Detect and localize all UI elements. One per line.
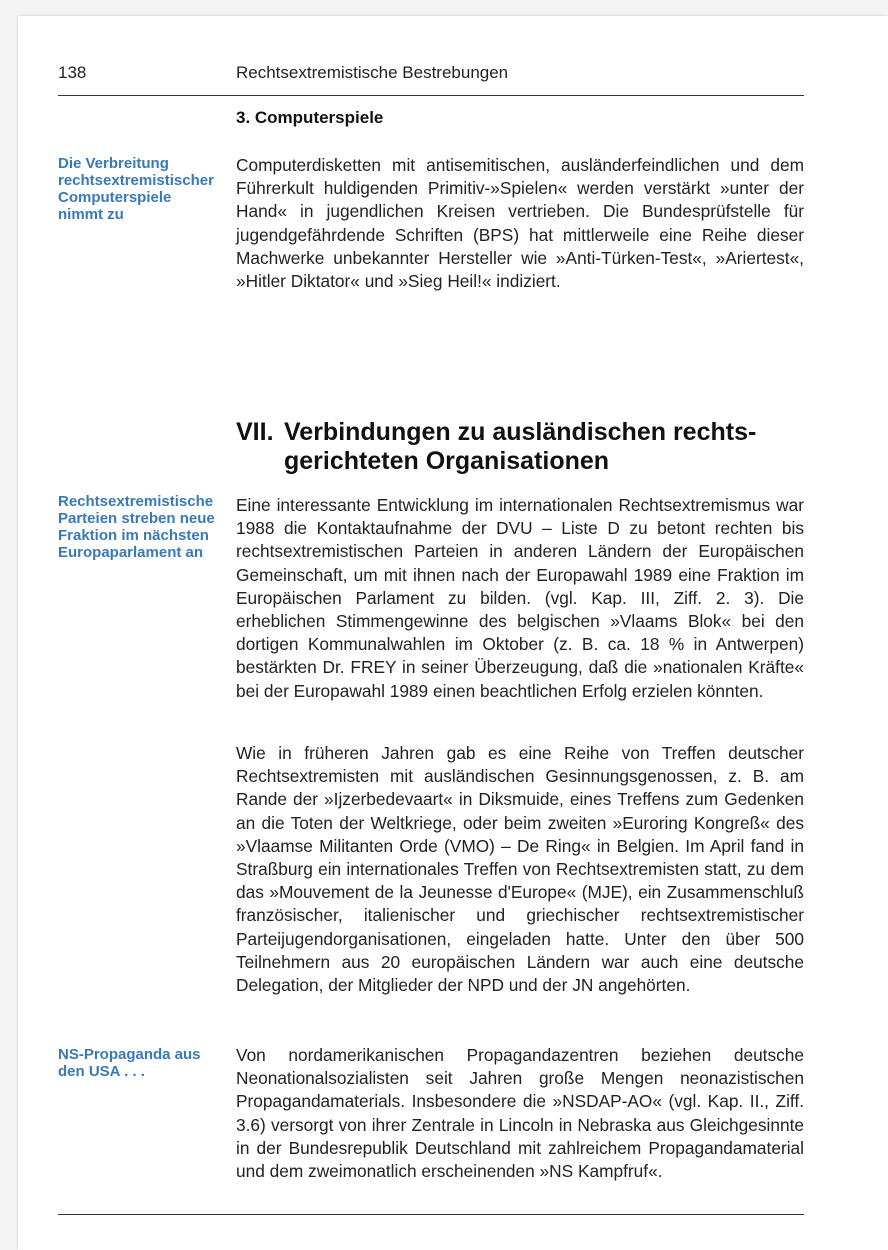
margin-note-computerspiele: Die Verbreitung rechtsextremistischer Computerspiele nimmt zu: [58, 155, 214, 223]
paragraph-computerspiele: Computerdisketten mit antisemitischen, ausländerfeindlichen und dem Führerkult huldigenden Primitiv-»Spielen« werden verstärkt »unter der Hand« in jugendlichen Kreisen vertrieben. Die Bundesprüfstelle für jugendgefährdende Schriften (BPS) hat mittlerweile eine Reihe dieser Machwerke unbekannter Hersteller wie »Anti-Türken-Test«, »Ariertest«, »Hitler Diktator« und »Sieg Heil!« indiziert.: [236, 155, 804, 292]
page-number: 138: [58, 63, 87, 82]
paragraph-treffen: Wie in früheren Jahren gab es eine Reihe von Treffen deutscher Rechtsextremisten mit ausländischen Gesinnungsgenossen, z. B. am Rande der »Ijzerbedevaart« in Diksmuide, eines Treffens zum Gedenken an die Toten der Weltkriege, oder beim zweiten »Euroring Kongreß« des »Vlaamse Militanten Orde (VMO) – De Ring« in Belgien. Im April fand in Straßburg ein internationales Treffen von Rechtsextremisten statt, zu dem das »Mouvement de la Jeunesse d'Europe« (MJE), ein Zusammenschluß französischer, italienischer und griechischer rechtsextremistischer Parteijugendorganisationen, eingeladen hatte. Unter den über 500 Teilnehmern aus 20 europäischen Ländern war auch eine deutsche Delegation, der Mitglieder der NPD und der JN angehörten.: [236, 743, 804, 996]
running-title: Rechtsextremistische Bestrebungen: [236, 63, 509, 82]
section-heading-computerspiele: 3. Computerspiele: [236, 108, 384, 127]
chapter-title: Verbindungen zu ausländischen rechtsgerichteten Organisationen: [284, 418, 757, 475]
chapter-number: VII.: [236, 418, 274, 446]
paragraph-dvu-kontakte: Eine interessante Entwicklung im internationalen Rechtsextremismus war 1988 die Kontaktaufnahme der DVU – Liste D zu betont rechten bis rechtsextremistischen Parteien in anderen Ländern der Europäischen Gemeinschaft, um mit ihnen nach der Europawahl 1989 eine Fraktion im Europäischen Parlament zu bilden. (vgl. Kap. III, Ziff. 2. 3). Die erheblichen Stimmengewinne des belgischen »Vlaams Blok« bei den dortigen Kommunalwahlen im Oktober (z. B. ca. 18 % in Antwerpen) bestärkten Dr. FREY in seiner Überzeugung, daß die »nationalen Kräfte« bei der Europawahl 1989 einen beachtlichen Erfolg erzielen könnten.: [236, 495, 804, 701]
margin-note-europaparlament: Rechtsextremistische Parteien streben neue Fraktion im nächsten Europaparlament an: [58, 493, 215, 561]
paragraph-ns-propaganda: Von nordamerikanischen Propagandazentren beziehen deutsche Neonationalsozialisten seit Jahren große Mengen neonazistischen Propagandamaterials. Insbesondere die »NSDAP-AO« (vgl. Kap. II., Ziff. 3.6) versorgt von ihrer Zentrale in Lincoln in Nebraska aus Gleichgesinnte in der Bundesrepublik Deutschland mit zahlreichem Propagandamaterial und dem zweimonatlich erscheinenden »NS Kampfruf«.: [236, 1045, 804, 1182]
header-rule: [58, 95, 804, 96]
footer-rule: [58, 1214, 804, 1215]
document-page: [18, 16, 888, 1250]
margin-note-ns-propaganda: NS-Propaganda aus den USA . . .: [58, 1046, 201, 1080]
